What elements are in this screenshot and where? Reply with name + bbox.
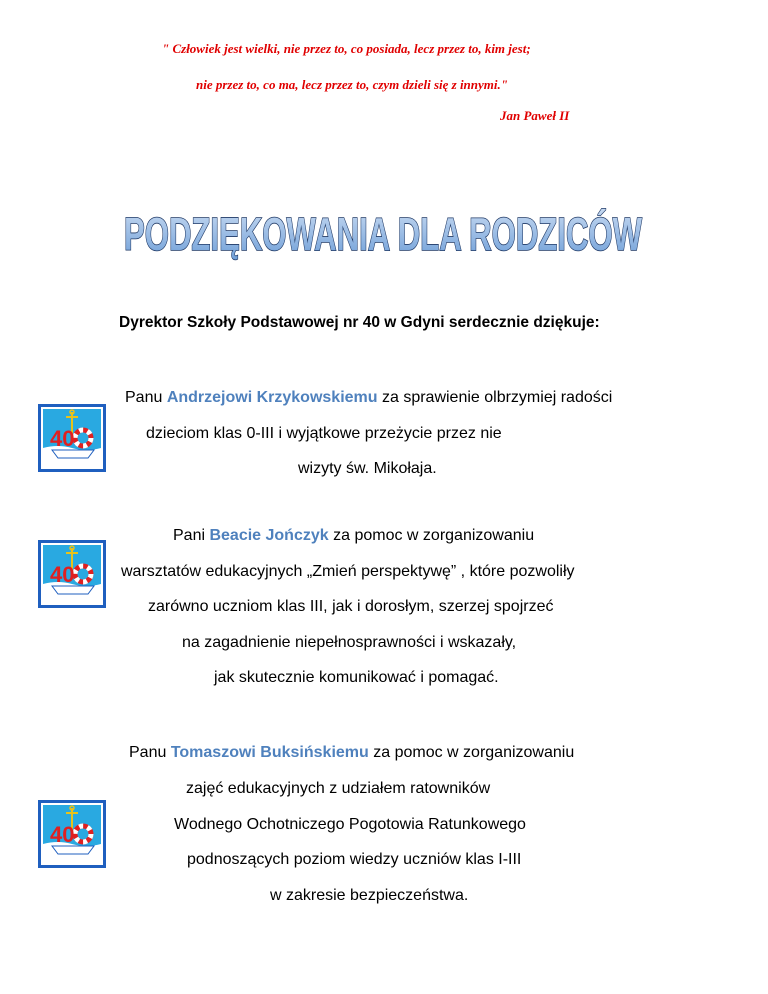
entry-3-suffix: za pomoc w zorganizowaniu: [368, 744, 575, 761]
school-emblem-icon: [38, 800, 106, 868]
entry-2-name: Beacie Jończyk: [209, 527, 329, 544]
entry-2-prefix: Pani: [173, 527, 210, 544]
entry-1-line: wizyty św. Mikołaja.: [298, 460, 437, 477]
entry-1-first-line: [125, 389, 612, 407]
entry-3-prefix: Panu: [129, 744, 171, 761]
quote-author: Jan Paweł II: [500, 108, 570, 123]
entry-2-first-line: [173, 527, 534, 545]
page-title-text: PODZIĘKOWANIA DLA RODZICÓW: [124, 208, 643, 260]
entry-3-line: zajęć edukacyjnych z udziałem ratowników: [186, 780, 491, 797]
page-title: [118, 200, 648, 264]
entry-2-line: jak skutecznie komunikować i pomagać.: [214, 669, 499, 686]
entry-2-line: zarówno uczniom klas III, jak i dorosłym, szerzej spojrzeć: [148, 598, 554, 615]
entry-1-prefix: Panu: [125, 389, 167, 406]
entry-1-suffix: za sprawienie olbrzymiej radości: [377, 389, 613, 406]
school-emblem-icon: [38, 540, 106, 608]
entry-1-line: dzieciom klas 0-III i wyjątkowe przeżycie przez nie: [146, 425, 502, 442]
section-heading: Dyrektor Szkoły Podstawowej nr 40 w Gdyni serdecznie dziękuje:: [119, 314, 600, 331]
entry-2-line: na zagadnienie niepełnosprawności i wskazały,: [182, 634, 517, 651]
entry-2-line: warsztatów edukacyjnych „Zmień perspektywę” , które pozwoliły: [121, 563, 575, 580]
entry-2-suffix: za pomoc w zorganizowaniu: [328, 527, 535, 544]
entry-1-name: Andrzejowi Krzykowskiemu: [166, 389, 378, 406]
entry-3-line: Wodnego Ochotniczego Pogotowia Ratunkowego: [174, 816, 526, 833]
entry-3-first-line: [129, 744, 574, 762]
entry-3-line: podnoszących poziom wiedzy uczniów klas I-III: [187, 851, 522, 868]
quote-line-2: nie przez to, co ma, lecz przez to, czym dzieli się z innymi.": [196, 77, 508, 92]
quote-line-1: " Człowiek jest wielki, nie przez to, co posiada, lecz przez to, kim jest;: [162, 41, 531, 56]
emblem-number: 40: [50, 562, 75, 587]
school-emblem-icon: [38, 404, 106, 472]
entry-3-name: Tomaszowi Buksińskiemu: [170, 744, 369, 761]
entry-3-line: w zakresie bezpieczeństwa.: [270, 887, 469, 904]
emblem-number: 40: [50, 822, 75, 847]
emblem-number: 40: [50, 426, 75, 451]
